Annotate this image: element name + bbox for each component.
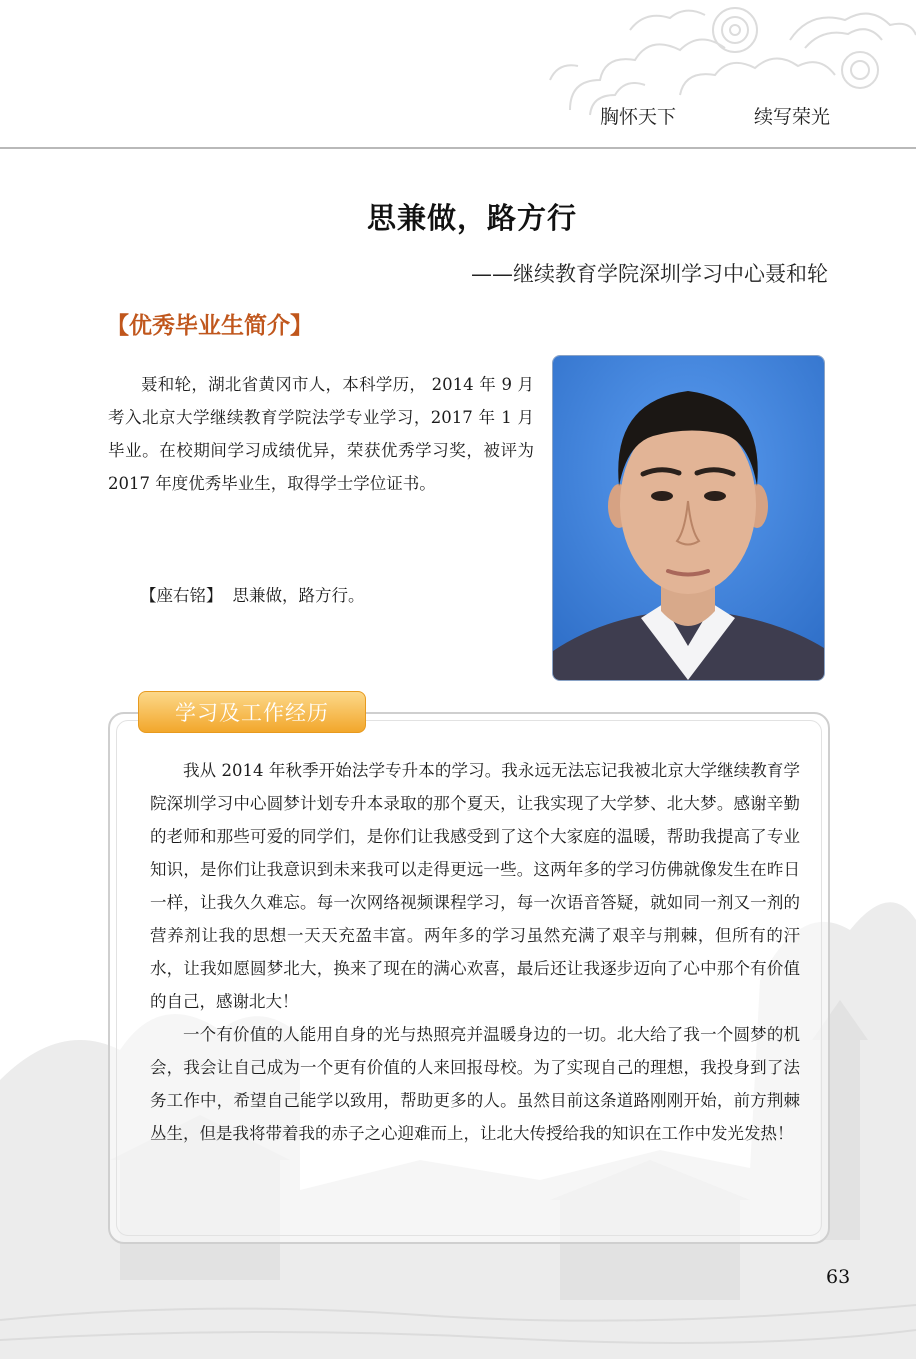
experience-text	[150, 754, 800, 1150]
motto-label: 【座右铭】	[140, 586, 223, 605]
experience-section-tab: 学习及工作经历	[138, 691, 366, 733]
header-slogan	[600, 102, 830, 129]
article-subtitle: ——继续教育学院深圳学习中心聂和轮	[471, 262, 828, 286]
profile-intro-paragraph: 聂和轮，湖北省黄冈市人，本科学历， 2014 年 9 月考入北京大学继续教育学院法学专业学习，2017 年 1 月毕业。在校期间学习成绩优异，荣获优秀学习奖，被评为 2017 年度优秀毕业生，取得学士学位证书。	[108, 375, 534, 493]
experience-paragraph: 我从 2014 年秋季开始法学专升本的学习。我永远无法忘记我被北京大学继续教育学院深圳学习中心圆梦计划专升本录取的那个夏天，让我实现了大学梦、北大梦。感谢辛勤的老师和那些可爱的同学们，是你们让我感受到了这个大家庭的温暖，帮助我提高了专业知识，是你们让我意识到未来我可以走得更远一些。这两年多的学习仿佛就像发生在昨日一样，让我久久难忘。每一次网络视频课程学习，每一次语音答疑，就如同一剂又一剂的营养剂让我的思想一天天充盈丰富。两年多的学习虽然充满了艰辛与荆棘，但所有的汗水，让我如愿圆梦北大，换来了现在的满心欢喜，最后还让我逐步迈向了心中那个有价值的自己，感谢北大！	[150, 761, 800, 1011]
motto-line	[140, 581, 365, 611]
page-number: 63	[826, 1266, 851, 1288]
header-divider	[0, 147, 916, 149]
header-slogan-left: 胸怀天下	[600, 106, 677, 128]
article-title: 思兼做，路方行	[366, 201, 577, 235]
experience-paragraph: 一个有价值的人能用自身的光与热照亮并温暖身边的一切。北大给了我一个圆梦的机会，我会让自己成为一个更有价值的人来回报母校。为了实现自己的理想，我投身到了法务工作中，希望自己能学以致用，帮助更多的人。虽然目前这条道路刚刚开始，前方荆棘丛生，但是我将带着我的赤子之心迎难而上，让北大传授给我的知识在工作中发光发热！	[150, 1025, 800, 1143]
profile-section-heading: 【优秀毕业生简介】	[106, 313, 313, 339]
motto-text: 思兼做，路方行。	[232, 586, 365, 605]
header-slogan-right: 续写荣光	[753, 106, 830, 128]
graduate-portrait-photo	[552, 355, 825, 681]
